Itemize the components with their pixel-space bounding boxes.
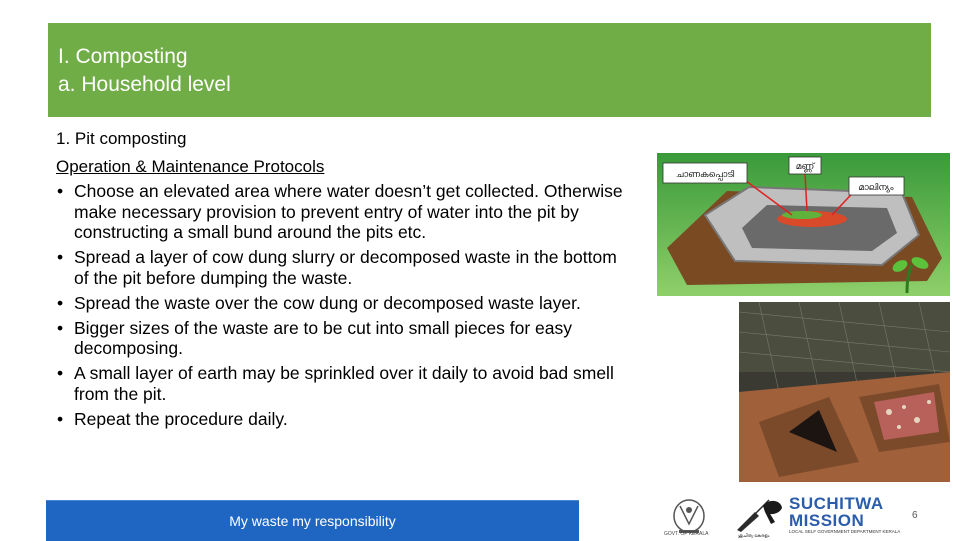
- label-soil: മണ്ണ്: [795, 162, 815, 172]
- photo-foliage: [739, 302, 950, 372]
- logo-line-1: SUCHITWA: [789, 494, 884, 513]
- suchitwa-mission-logo: [789, 494, 901, 540]
- logo-line-2: MISSION: [789, 511, 865, 530]
- protocols-heading: Operation & Maintenance Protocols: [56, 157, 325, 176]
- slide-subtitle: a. Household level: [58, 73, 231, 96]
- pit-illustration: [657, 153, 950, 296]
- bullet-item: • A small layer of earth may be sprinkled over it daily to avoid bad smell from the pit.: [56, 363, 636, 404]
- content-body: [56, 124, 636, 434]
- bullet-item: • Spread a layer of cow dung slurry or decomposed waste in the bottom of the pit before dumping the waste.: [56, 247, 636, 288]
- pit-photo: [739, 302, 950, 482]
- bullet-item: • Repeat the procedure daily.: [56, 409, 636, 430]
- bullet-item: • Spread the waste over the cow dung or decomposed waste layer.: [56, 293, 636, 314]
- emblem-caption: GOVT. OF KERALA: [664, 531, 709, 537]
- bullet-item: • Bigger sizes of the waste are to be cut into small pieces for easy decomposing.: [56, 318, 636, 359]
- slide-title: I. Composting: [58, 45, 188, 68]
- bird-broom-logo-icon: [735, 494, 785, 534]
- label-waste: മാലിന്യം: [858, 183, 894, 193]
- footer-slogan: My waste my responsibility: [229, 513, 396, 529]
- bullet-item: • Choose an elevated area where water doesn’t get collected. Otherwise make necessary provision to prevent entry of water into the pit by constructing a small bund around the pits etc.: [56, 181, 636, 243]
- label-cowdung: ചാണകപ്പൊടി: [675, 170, 735, 180]
- title-banner: [48, 23, 931, 117]
- bullet-list: [56, 181, 636, 429]
- logo-line-3: LOCAL SELF GOVERNMENT DEPARTMENT KERALA: [789, 529, 901, 534]
- bird-caption: ശുചിത്വ കേരളം: [738, 533, 770, 538]
- footer-slogan-bar: [46, 500, 579, 541]
- page-number: 6: [912, 510, 918, 521]
- section-heading: 1. Pit composting: [56, 129, 187, 148]
